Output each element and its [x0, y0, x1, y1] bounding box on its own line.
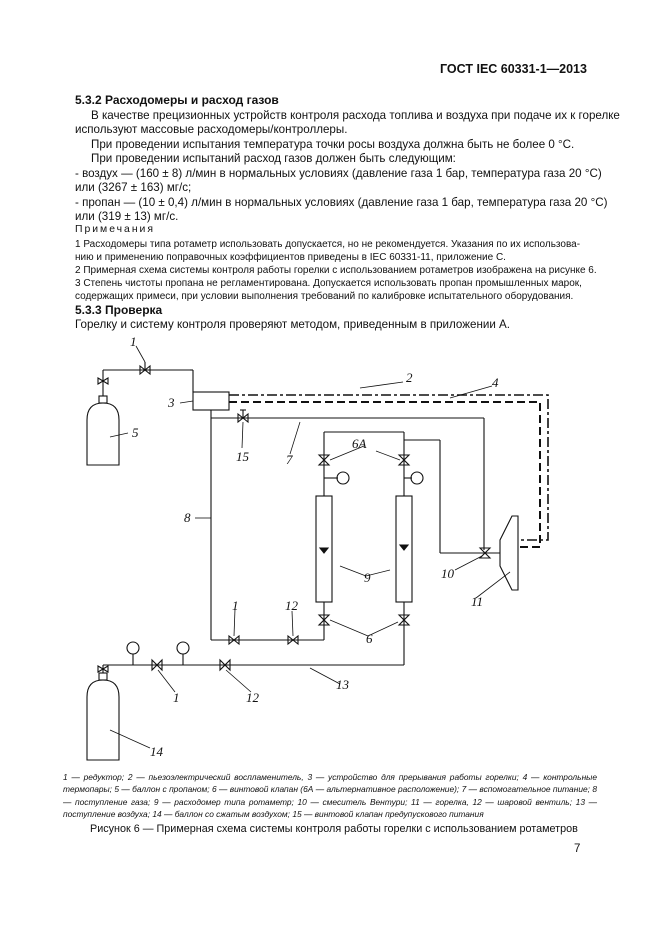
gauge [127, 642, 139, 654]
paragraph: При проведении испытания температура точки росы воздуха должна быть не более 0 °С. [91, 138, 575, 151]
label-2: 2 [406, 370, 413, 385]
label-6a: 6А [352, 436, 367, 451]
section-title-532: 5.3.2 Расходомеры и расход газов [75, 93, 279, 107]
label-3: 3 [168, 395, 175, 410]
thermocouple-line [229, 402, 540, 547]
section-title-533: 5.3.3 Проверка [75, 303, 163, 317]
interrupt-device [193, 392, 229, 410]
label-12-bottom: 12 [246, 690, 259, 705]
label-6: 6 [366, 631, 373, 646]
list-item-air: - воздух — (160 ± 8) л/мин в нормальных условиях (давление газа 1 бар, температура газа 20 °С) [75, 167, 602, 180]
label-13: 13 [336, 677, 349, 692]
note-3: 3 Степень чистоты пропана не регламентирована. Допускается использовать пропан промышленных марок, [75, 278, 582, 289]
note-1-cont: нию и применению поправочных коэффициентов приведены в IEC 60331-11, приложение С. [75, 252, 506, 263]
page-number: 7 [574, 843, 581, 855]
list-item-propane-cont: или (319 ± 13) мг/с. [75, 210, 179, 223]
burner [500, 516, 518, 590]
label-11: 11 [471, 594, 484, 609]
standard-header: ГОСТ IEC 60331-1—2013 [440, 62, 587, 76]
notes-title: Примечания [75, 224, 155, 235]
gauge [411, 472, 423, 484]
label-7: 7 [286, 452, 293, 467]
gauge [337, 472, 349, 484]
figure-caption: Рисунок 6 — Примерная схема системы контроля работы горелки с использованием ротаметров [90, 823, 578, 835]
note-2: 2 Примерная схема системы контроля работы горелки с использованием ротаметров изображена на рисунке 6. [75, 265, 597, 276]
paragraph: При проведении испытаний расход газов должен быть следующим: [91, 152, 456, 165]
label-8: 8 [184, 510, 191, 525]
paragraph: Горелку и систему контроля проверяют методом, приведенным в приложении А. [75, 318, 510, 331]
paragraph: В качестве прецизионных устройств контроля расхода топлива и воздуха при подаче их к горелке [91, 109, 620, 122]
list-item-air-cont: или (3267 ± 163) мг/с; [75, 181, 192, 194]
note-1: 1 Расходомеры типа ротаметр использовать допускается, но не рекомендуется. Указания по их использова- [75, 239, 581, 250]
note-3-cont: содержащих примеси, при условии выполнения требований по калибровке испытательного оборудования. [75, 291, 574, 302]
label-4: 4 [492, 375, 499, 390]
label-10: 10 [441, 566, 454, 581]
label-9: 9 [364, 570, 371, 585]
label-14: 14 [150, 744, 163, 759]
label-12-mid: 12 [285, 598, 298, 613]
label-5: 5 [132, 425, 139, 440]
figure-labels [130, 334, 499, 759]
label-15: 15 [236, 449, 249, 464]
air-cylinder [87, 680, 119, 760]
label-1: 1 [130, 334, 137, 349]
list-item-propane: - пропан — (10 ± 0,4) л/мин в нормальных условиях (давление газа 1 бар, температура газа 20 °С) [75, 196, 608, 209]
gauge [177, 642, 189, 654]
label-1-mid: 1 [232, 598, 239, 613]
label-1-bottom: 1 [173, 690, 180, 705]
paragraph: используют массовые расходомеры/контроллеры. [75, 123, 348, 136]
cylinder-valve [99, 396, 107, 403]
figure-legend: 1 — редуктор; 2 — пьезоэлектрический воспламенитель, 3 — устройство для прерывания работы горелки; 4 — контрольные термопары; 5 — баллон с пропаном; 6 — винтовой клапан (6А — альтернативное расположение); 7 — вспомогательное питание; 8 — поступление газа; 9 — расходомер типа ротаметр; 10 — смеситель Вентури; 11 — горелка, 12 — шаровой вентиль; 13 — поступление воздуха; 14 — баллон со сжатым воздухом; 15 — винтовой клапан предупускового питания [63, 772, 597, 819]
ignition-line [229, 395, 548, 540]
propane-cylinder [87, 403, 119, 465]
